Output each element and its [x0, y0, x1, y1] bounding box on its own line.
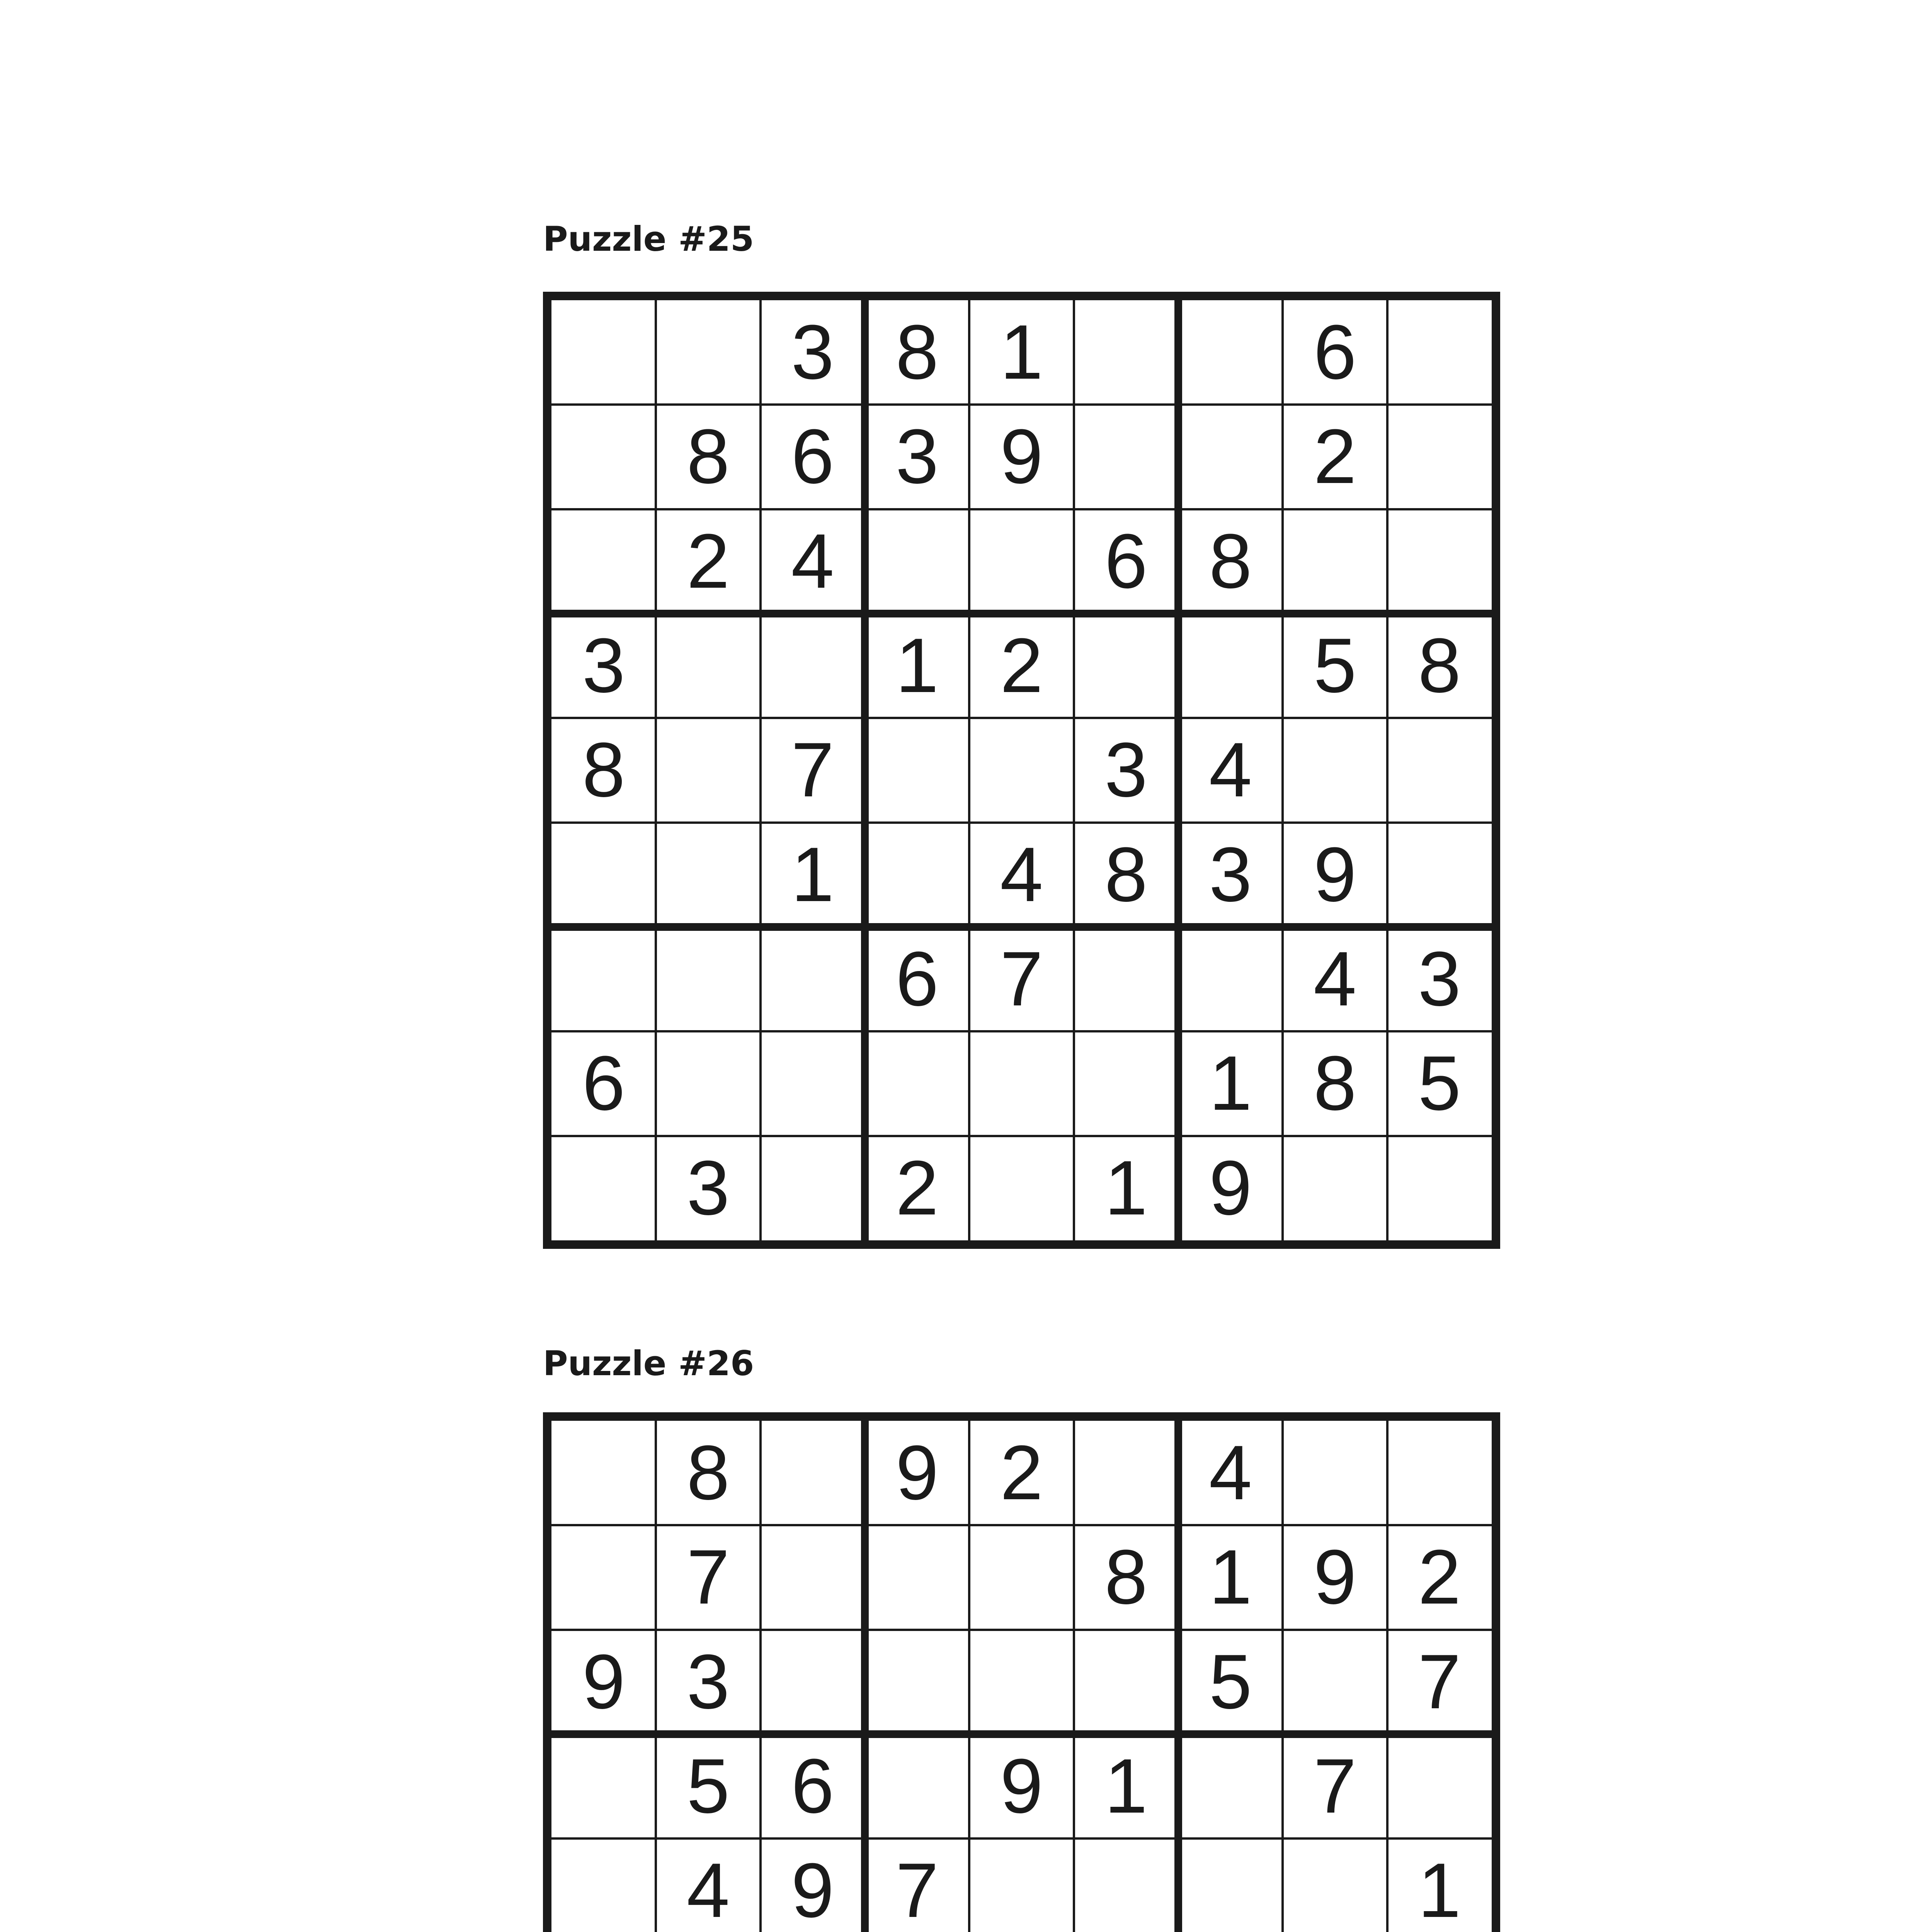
given-digit-cell: 7 [686, 1534, 730, 1621]
empty-cell[interactable] [1387, 1734, 1492, 1838]
empty-cell[interactable] [1074, 1838, 1178, 1932]
given-digit-cell: 8 [1313, 1040, 1357, 1127]
given-digit-cell: 1 [791, 831, 834, 918]
given-digit-cell: 3 [582, 622, 625, 709]
empty-cell[interactable] [865, 823, 969, 927]
given-digit-cell: 8 [1209, 518, 1252, 604]
empty-cell[interactable] [551, 1421, 656, 1525]
given-digit-cell: 9 [1209, 1145, 1252, 1231]
given-digit-cell: 9 [1000, 1743, 1043, 1830]
empty-cell[interactable] [1178, 927, 1283, 1031]
given-digit-cell: 7 [791, 727, 834, 813]
given-digit-cell: 4 [791, 518, 834, 604]
empty-cell[interactable] [551, 405, 656, 509]
given-digit-cell: 6 [582, 1040, 625, 1127]
given-digit-cell: 3 [686, 1145, 730, 1231]
given-digit-cell: 6 [1313, 309, 1357, 396]
given-digit-cell: 1 [1418, 1847, 1461, 1932]
empty-cell[interactable] [1178, 614, 1283, 718]
empty-cell[interactable] [1283, 1630, 1387, 1734]
given-digit-cell: 1 [1209, 1534, 1252, 1621]
empty-cell[interactable] [1074, 927, 1178, 1031]
empty-cell[interactable] [969, 1525, 1074, 1629]
given-digit-cell: 9 [1313, 831, 1357, 918]
empty-cell[interactable] [656, 300, 760, 405]
empty-cell[interactable] [551, 1525, 656, 1629]
puzzle-26-grid [543, 1412, 1500, 1932]
empty-cell[interactable] [969, 718, 1074, 822]
given-digit-cell: 8 [582, 727, 625, 813]
given-digit-cell: 7 [1000, 936, 1043, 1022]
given-digit-cell: 1 [1209, 1040, 1252, 1127]
empty-cell[interactable] [1283, 1136, 1387, 1240]
empty-cell[interactable] [551, 823, 656, 927]
empty-cell[interactable] [969, 1136, 1074, 1240]
given-digit-cell: 9 [791, 1847, 834, 1932]
empty-cell[interactable] [551, 509, 656, 614]
given-digit-cell: 4 [1000, 831, 1043, 918]
empty-cell[interactable] [761, 927, 865, 1031]
empty-cell[interactable] [1387, 405, 1492, 509]
given-digit-cell: 1 [1104, 1145, 1148, 1231]
given-digit-cell: 9 [1313, 1534, 1357, 1621]
empty-cell[interactable] [1074, 1630, 1178, 1734]
empty-cell[interactable] [865, 718, 969, 822]
empty-cell[interactable] [865, 1734, 969, 1838]
given-digit-cell: 8 [686, 413, 730, 500]
empty-cell[interactable] [969, 1031, 1074, 1136]
given-digit-cell: 2 [1000, 1430, 1043, 1516]
empty-cell[interactable] [761, 1421, 865, 1525]
empty-cell[interactable] [865, 1031, 969, 1136]
given-digit-cell: 6 [791, 1743, 834, 1830]
empty-cell[interactable] [865, 1525, 969, 1629]
empty-cell[interactable] [551, 300, 656, 405]
empty-cell[interactable] [656, 614, 760, 718]
given-digit-cell: 7 [1418, 1638, 1461, 1725]
given-digit-cell: 4 [686, 1847, 730, 1932]
empty-cell[interactable] [656, 1031, 760, 1136]
given-digit-cell: 9 [1000, 413, 1043, 500]
given-digit-cell: 2 [1313, 413, 1357, 500]
given-digit-cell: 3 [791, 309, 834, 396]
given-digit-cell: 3 [895, 413, 939, 500]
empty-cell[interactable] [1387, 1421, 1492, 1525]
given-digit-cell: 7 [1313, 1743, 1357, 1830]
given-digit-cell: 1 [1104, 1743, 1148, 1830]
given-digit-cell: 8 [1418, 622, 1461, 709]
empty-cell[interactable] [656, 718, 760, 822]
given-digit-cell: 5 [1209, 1638, 1252, 1725]
given-digit-cell: 2 [686, 518, 730, 604]
empty-cell[interactable] [865, 1630, 969, 1734]
empty-cell[interactable] [761, 1630, 865, 1734]
empty-cell[interactable] [969, 1630, 1074, 1734]
empty-cell[interactable] [1178, 1838, 1283, 1932]
empty-cell[interactable] [1074, 1031, 1178, 1136]
given-digit-cell: 6 [1104, 518, 1148, 604]
empty-cell[interactable] [551, 1838, 656, 1932]
given-digit-cell: 7 [895, 1847, 939, 1932]
given-digit-cell: 9 [582, 1638, 625, 1725]
empty-cell[interactable] [1178, 405, 1283, 509]
empty-cell[interactable] [656, 927, 760, 1031]
given-digit-cell: 6 [791, 413, 834, 500]
given-digit-cell: 2 [1418, 1534, 1461, 1621]
given-digit-cell: 3 [1104, 727, 1148, 813]
given-digit-cell: 5 [1418, 1040, 1461, 1127]
empty-cell[interactable] [1178, 300, 1283, 405]
given-digit-cell: 3 [1209, 831, 1252, 918]
empty-cell[interactable] [1178, 1734, 1283, 1838]
empty-cell[interactable] [551, 1734, 656, 1838]
empty-cell[interactable] [1074, 1421, 1178, 1525]
given-digit-cell: 2 [895, 1145, 939, 1231]
given-digit-cell: 4 [1313, 936, 1357, 1022]
given-digit-cell: 3 [686, 1638, 730, 1725]
empty-cell[interactable] [761, 1525, 865, 1629]
given-digit-cell: 9 [895, 1430, 939, 1516]
empty-cell[interactable] [1387, 1136, 1492, 1240]
puzzle-26-title: Puzzle #26 [543, 1344, 754, 1383]
given-digit-cell: 2 [1000, 622, 1043, 709]
empty-cell[interactable] [1074, 300, 1178, 405]
empty-cell[interactable] [1387, 300, 1492, 405]
given-digit-cell: 8 [686, 1430, 730, 1516]
empty-cell[interactable] [761, 1136, 865, 1240]
empty-cell[interactable] [761, 1031, 865, 1136]
empty-cell[interactable] [1283, 1838, 1387, 1932]
empty-cell[interactable] [1283, 1421, 1387, 1525]
empty-cell[interactable] [865, 509, 969, 614]
empty-cell[interactable] [1283, 509, 1387, 614]
empty-cell[interactable] [1387, 509, 1492, 614]
given-digit-cell: 8 [895, 309, 939, 396]
empty-cell[interactable] [1283, 718, 1387, 822]
empty-cell[interactable] [1387, 718, 1492, 822]
empty-cell[interactable] [969, 1838, 1074, 1932]
given-digit-cell: 4 [1209, 1430, 1252, 1516]
empty-cell[interactable] [1387, 823, 1492, 927]
puzzle-25-title: Puzzle #25 [543, 219, 754, 259]
puzzle-25-grid [543, 292, 1500, 1249]
empty-cell[interactable] [1074, 405, 1178, 509]
empty-cell[interactable] [969, 509, 1074, 614]
empty-cell[interactable] [656, 823, 760, 927]
given-digit-cell: 4 [1209, 727, 1252, 813]
given-digit-cell: 1 [895, 622, 939, 709]
given-digit-cell: 6 [895, 936, 939, 1022]
given-digit-cell: 8 [1104, 1534, 1148, 1621]
empty-cell[interactable] [551, 1136, 656, 1240]
given-digit-cell: 8 [1104, 831, 1148, 918]
given-digit-cell: 5 [1313, 622, 1357, 709]
empty-cell[interactable] [1074, 614, 1178, 718]
given-digit-cell: 5 [686, 1743, 730, 1830]
empty-cell[interactable] [761, 614, 865, 718]
empty-cell[interactable] [551, 927, 656, 1031]
given-digit-cell: 3 [1418, 936, 1461, 1022]
given-digit-cell: 1 [1000, 309, 1043, 396]
